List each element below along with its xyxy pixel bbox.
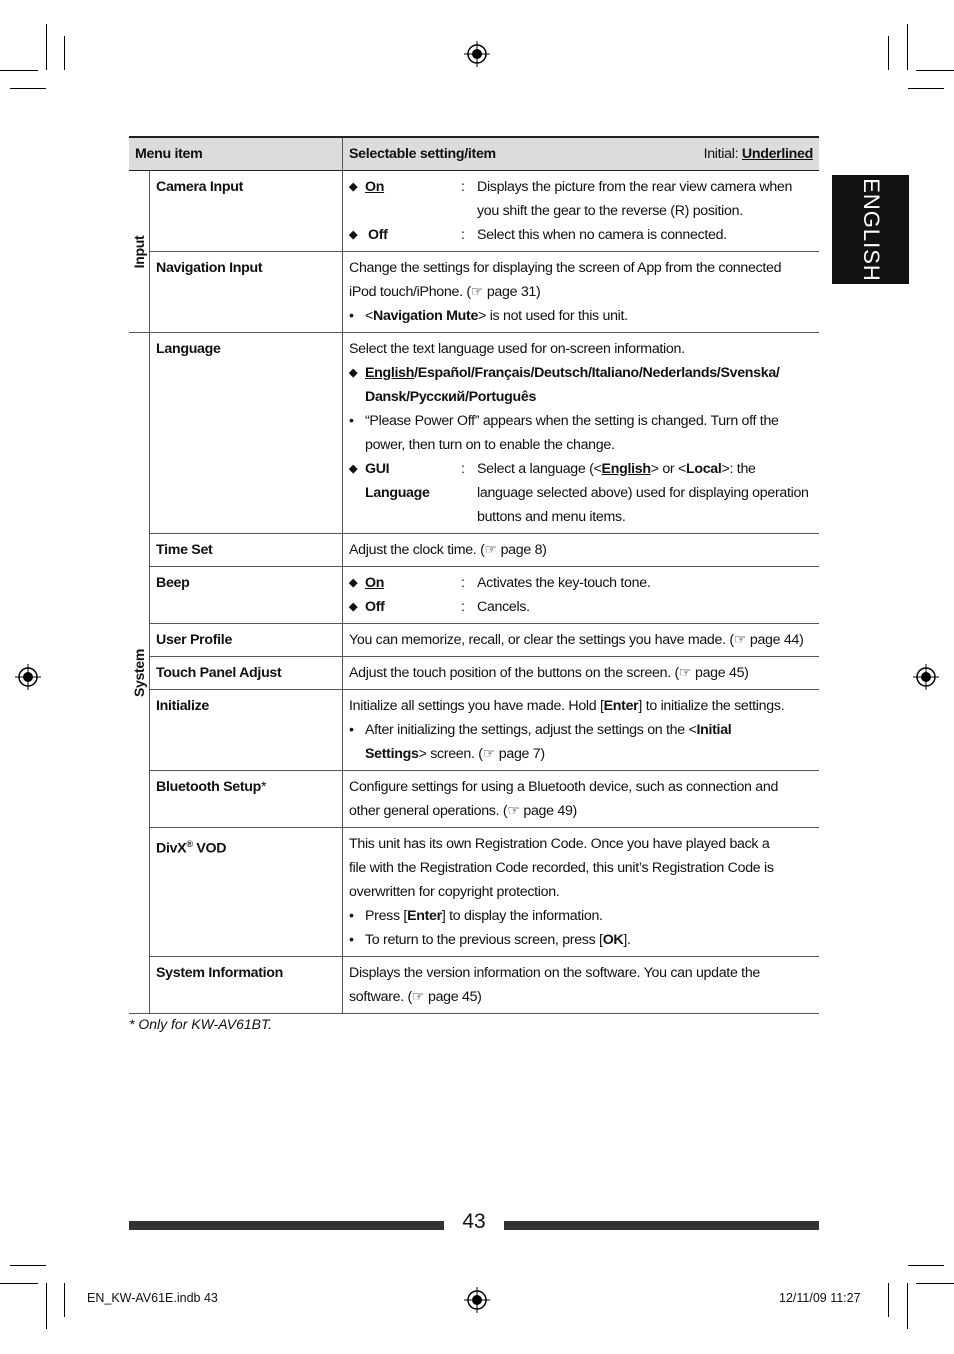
crop-mark	[916, 1283, 954, 1284]
footnote: * Only for KW-AV61BT.	[129, 1016, 273, 1032]
system-info-desc-2: software. (☞ page 45)	[349, 989, 482, 1005]
divx-name-1: DivX	[156, 840, 187, 857]
table-row-language	[129, 333, 819, 534]
divx-bullet-1	[349, 904, 813, 928]
gui-local: Local	[685, 461, 722, 477]
menu-item-user-profile: User Profile	[150, 624, 343, 657]
table-row-initialize	[129, 690, 819, 771]
setting-camera-input	[343, 171, 820, 252]
menu-item-navigation-input: Navigation Input	[150, 252, 343, 333]
crop-mark	[916, 70, 954, 71]
language-desc: Select the text language used for on-screen information.	[349, 341, 685, 357]
crop-mark	[888, 1283, 889, 1317]
navigation-bullet	[349, 304, 813, 328]
group-input	[129, 171, 150, 333]
gui-english: English	[601, 461, 651, 477]
divx-b2-post: ].	[623, 932, 631, 948]
table-row-divx	[129, 828, 819, 957]
crop-mark	[907, 24, 908, 70]
page-number: 43	[462, 1210, 486, 1233]
divx-reg: ®	[186, 839, 193, 849]
setting-touch-panel: Adjust the touch position of the buttons on the screen. (☞ page 45)	[343, 657, 820, 690]
option-off-desc: Select this when no camera is connected.	[477, 227, 727, 243]
crop-mark	[0, 70, 38, 71]
menu-item-beep: Beep	[150, 567, 343, 624]
initialize-bullet-bold-2: Settings	[365, 746, 419, 762]
initialize-bullet	[349, 718, 813, 766]
initialize-bullet-post: > screen. (☞ page 7)	[418, 746, 545, 762]
menu-settings-table	[129, 136, 819, 1014]
crop-mark	[64, 36, 65, 70]
language-option-default: English	[365, 365, 415, 381]
registration-mark-icon	[464, 41, 490, 67]
table-header-row	[129, 137, 819, 171]
option-on-desc-2: you shift the gear to the reverse (R) position.	[477, 203, 743, 219]
setting-initialize	[343, 690, 820, 771]
gui-desc-3: buttons and menu items.	[477, 509, 626, 525]
setting-divx	[343, 828, 820, 957]
gui-desc-2: language selected above) used for displaying operation	[477, 485, 809, 501]
setting-navigation-input	[343, 252, 820, 333]
table-row-user-profile	[129, 624, 819, 657]
option-on-desc-1: Displays the picture from the rear view camera when	[477, 179, 793, 195]
crop-mark	[46, 24, 47, 70]
header-initial	[704, 142, 813, 166]
footer-bar-right	[504, 1221, 819, 1230]
navigation-desc-2: iPod touch/iPhone. (☞ page 31)	[349, 284, 541, 300]
group-input-label: Input	[131, 235, 147, 268]
divx-desc-2: file with the Registration Code recorded, this unit’s Registration Code is	[349, 860, 774, 876]
option-gui-language: ◆ GUI Language : Select a language (<English> or <Local>: the language selected above) used for displaying operation buttons and menu items.	[349, 457, 813, 529]
menu-item-divx	[150, 828, 343, 957]
menu-item-bluetooth	[150, 771, 343, 828]
navigation-bullet-bold: Navigation Mute	[373, 308, 479, 324]
language-bullet	[349, 409, 813, 457]
footer-bar-left	[129, 1221, 444, 1230]
menu-item-language: Language	[150, 333, 343, 534]
group-system-label: System	[131, 648, 147, 698]
gui-key-2: Language	[365, 485, 430, 501]
system-info-desc-1: Displays the version information on the software. You can update the	[349, 965, 761, 981]
menu-item-camera-input: Camera Input	[150, 171, 343, 252]
setting-user-profile: You can memorize, recall, or clear the settings you have made. (☞ page 44)	[343, 624, 820, 657]
menu-item-system-info: System Information	[150, 957, 343, 1014]
menu-item-touch-panel: Touch Panel Adjust	[150, 657, 343, 690]
initialize-desc-bold: Enter	[603, 698, 639, 714]
crop-mark	[908, 88, 944, 89]
divx-bullet-2	[349, 928, 813, 952]
header-menu-item	[129, 137, 343, 171]
crop-mark	[46, 1283, 47, 1329]
language-bullet-2: power, then turn on to enable the change.	[365, 437, 615, 453]
crop-mark	[907, 1283, 908, 1329]
divx-name-2: VOD	[192, 840, 227, 857]
group-system	[129, 333, 150, 1014]
language-side-tab	[832, 175, 909, 284]
beep-on-key: On	[365, 575, 385, 591]
setting-beep	[343, 567, 820, 624]
divx-b1-bold: Enter	[407, 908, 442, 924]
initialize-desc	[349, 694, 813, 718]
gui-pre: Select a language (<	[477, 461, 602, 477]
crop-mark	[64, 1283, 65, 1317]
language-options	[349, 361, 813, 409]
bluetooth-name: Bluetooth Setup	[156, 779, 262, 795]
gui-post: >: the	[721, 461, 756, 477]
table-row-touch-panel	[129, 657, 819, 690]
language-options-rest-2: Dansk/Русский/Português	[365, 389, 537, 405]
table-row-beep	[129, 567, 819, 624]
table-row-navigation-input	[129, 252, 819, 333]
crop-mark	[0, 1283, 38, 1284]
beep-off-key: Off	[365, 599, 385, 615]
crop-mark	[888, 36, 889, 70]
menu-item-initialize: Initialize	[150, 690, 343, 771]
divx-b2-bold: OK	[602, 932, 624, 948]
header-initial-value: Underlined	[741, 146, 813, 162]
initialize-bullet-pre: After initializing the settings, adjust the settings on the <	[365, 722, 697, 738]
gui-desc-1	[477, 457, 813, 481]
setting-language	[343, 333, 820, 534]
header-selectable-label: Selectable setting/item	[349, 146, 496, 162]
initialize-desc-post: ] to initialize the settings.	[638, 698, 785, 714]
beep-on-desc: Activates the key-touch tone.	[477, 575, 651, 591]
divx-desc-1: This unit has its own Registration Code. Once you have played back a	[349, 836, 770, 852]
slug-date-time: 12/11/09 11:27	[779, 1291, 861, 1305]
initialize-desc-pre: Initialize all settings you have made. Hold [	[349, 698, 604, 714]
setting-system-info	[343, 957, 820, 1014]
crop-mark	[908, 1265, 944, 1266]
option-on-key: On	[365, 179, 385, 195]
registration-mark-icon	[15, 664, 41, 690]
language-bullet-1: “Please Power Off” appears when the setting is changed. Turn off the	[365, 413, 779, 429]
gui-mid: > or <	[650, 461, 686, 477]
header-menu-item-label: Menu item	[135, 146, 203, 162]
option-on: ◆ On : Displays the picture from the rear view camera when you shift the gear to the reverse (R) position.	[349, 175, 813, 223]
divx-b1-pre: Press [	[365, 908, 408, 924]
header-selectable	[343, 137, 820, 171]
navigation-bullet-post: > is not used for this unit.	[478, 308, 628, 324]
initialize-bullet-bold-1: Initial	[696, 722, 732, 738]
beep-off-desc: Cancels.	[477, 599, 530, 615]
crop-mark	[10, 88, 46, 89]
setting-time-set: Adjust the clock time. (☞ page 8)	[343, 534, 820, 567]
language-options-rest-1: /Español/Français/Deutsch/Italiano/Nederlands/Svenska/	[414, 365, 780, 381]
bluetooth-desc-1: Configure settings for using a Bluetooth device, such as connection and	[349, 779, 779, 795]
crop-mark	[10, 1265, 46, 1266]
registration-mark-icon	[464, 1287, 490, 1313]
option-off: ◆ Off : Select this when no camera is connected.	[349, 223, 813, 247]
registration-mark-icon	[913, 664, 939, 690]
gui-key-1: GUI	[365, 461, 390, 477]
menu-item-time-set: Time Set	[150, 534, 343, 567]
navigation-bullet-pre: <	[365, 308, 373, 324]
header-initial-label: Initial:	[703, 146, 739, 162]
slug-file-info: EN_KW-AV61E.indb 43	[87, 1291, 218, 1305]
setting-bluetooth	[343, 771, 820, 828]
option-off-key: Off	[368, 227, 388, 243]
table-row-system-info	[129, 957, 819, 1014]
divx-b1-post: ] to display the information.	[441, 908, 603, 924]
navigation-desc-1: Change the settings for displaying the screen of App from the connected	[349, 260, 782, 276]
bluetooth-mark: *	[261, 779, 267, 795]
table-row-time-set	[129, 534, 819, 567]
bluetooth-desc-2: other general operations. (☞ page 49)	[349, 803, 577, 819]
divx-b2-pre: To return to the previous screen, press [	[365, 932, 603, 948]
language-side-tab-label: ENGLISH	[858, 177, 884, 282]
divx-desc-3: overwritten for copyright protection.	[349, 884, 560, 900]
beep-option-off: ◆ Off : Cancels.	[349, 595, 813, 619]
beep-option-on: ◆ On : Activates the key-touch tone.	[349, 571, 813, 595]
table-row-bluetooth	[129, 771, 819, 828]
table-row-camera-input	[129, 171, 819, 252]
